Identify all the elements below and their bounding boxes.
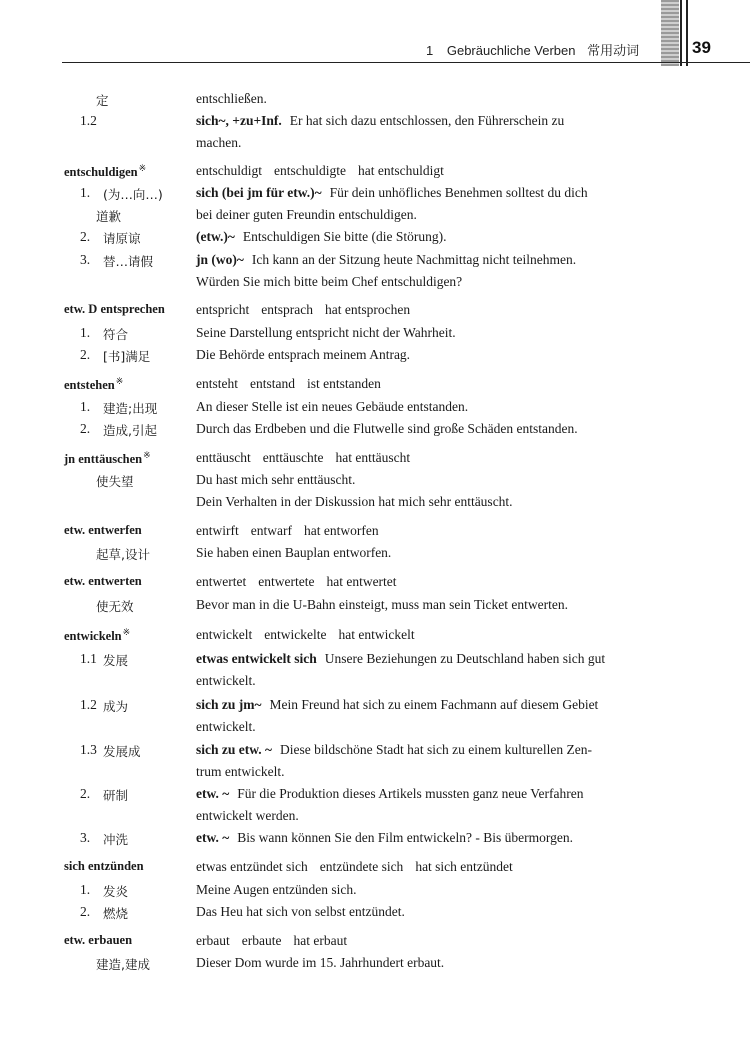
verb-form: hat entworfen (303, 523, 379, 538)
headword-text: etw. entwerten (64, 574, 142, 588)
verb-form: hat entwertet (326, 574, 397, 589)
sentence: Meine Augen entzünden sich. (196, 882, 357, 897)
verb-forms (196, 450, 672, 466)
example-text (196, 494, 672, 510)
entry-line (0, 135, 750, 157)
entry-line (0, 185, 750, 207)
verb-form: entwertete (258, 574, 315, 589)
usage-pattern: (etw.)~ (196, 229, 235, 244)
verb-form: entwertet (196, 574, 247, 589)
verb-forms (196, 933, 672, 949)
headword (64, 302, 165, 317)
verb-form: entschuldigt (196, 163, 262, 178)
entry-line (0, 955, 750, 977)
headword-text: etw. erbauen (64, 933, 133, 947)
headword (64, 574, 142, 589)
sentence: Seine Darstellung entspricht nicht der Wahrheit. (196, 325, 456, 340)
sentence: entschließen. (196, 91, 267, 106)
example-text (196, 719, 672, 735)
sense-number: 3. (80, 252, 91, 267)
example-text (196, 252, 672, 268)
sense-number: 1. (80, 325, 91, 340)
example-text (196, 742, 672, 758)
entry-line (0, 450, 750, 472)
entry-line (0, 421, 750, 443)
entry-line (0, 274, 750, 296)
sentence: Dein Verhalten in der Diskussion hat mich sehr enttäuscht. (196, 494, 513, 509)
verb-form: hat entschuldigt (357, 163, 444, 178)
usage-pattern: sich (bei jm für etw.)~ (196, 185, 322, 200)
chinese-gloss: 建造;出现 (103, 401, 158, 416)
example-text (196, 597, 672, 613)
verb-forms (196, 859, 672, 875)
entry-line (0, 627, 750, 649)
headword (64, 627, 130, 644)
verb-form: entsprach (261, 302, 313, 317)
sentence: machen. (196, 135, 242, 150)
sentence: Bevor man in die U-Bahn einsteigt, muss man sein Ticket entwerten. (196, 597, 568, 612)
entry-line (0, 523, 750, 545)
sentence: Du hast mich sehr enttäuscht. (196, 472, 356, 487)
verb-form: entwickelte (264, 627, 327, 642)
verb-form: ist entstanden (307, 376, 381, 391)
headword-text: etw. D entsprechen (64, 302, 165, 316)
entry-line (0, 673, 750, 695)
entry-line (0, 574, 750, 596)
headword (64, 163, 146, 180)
sentence: entwickelt. (196, 719, 256, 734)
sense-number: 2. (80, 904, 91, 919)
chapter-number: 1 (426, 43, 434, 58)
frequency-mark: ※ (143, 450, 151, 460)
entry-line (0, 252, 750, 274)
verb-form: erbaut (196, 933, 230, 948)
example-text (196, 904, 672, 920)
example-text (196, 808, 672, 824)
entry-line (0, 786, 750, 808)
example-text (196, 882, 672, 898)
headword-text: entwickeln (64, 629, 122, 644)
entry-line (0, 904, 750, 926)
entry-line (0, 113, 750, 135)
sentence: Dieser Dom wurde im 15. Jahrhundert erbaut. (196, 955, 445, 970)
entry-line (0, 545, 750, 567)
entry-line (0, 347, 750, 369)
sentence: Entschuldigen Sie bitte (die Störung). (242, 229, 447, 244)
sense-number: 2. (80, 347, 91, 362)
headword (64, 933, 132, 948)
chinese-gloss: 造成,引起 (103, 423, 157, 438)
example-text (196, 91, 672, 107)
entry-line (0, 882, 750, 904)
headword (64, 450, 151, 467)
sentence: Sie haben einen Bauplan entworfen. (196, 545, 392, 560)
verb-form: entstand (250, 376, 295, 391)
entry-line (0, 808, 750, 830)
usage-pattern: etwas entwickelt sich (196, 651, 317, 666)
headword-text: entstehen (64, 378, 115, 393)
sentence: Die Behörde entsprach meinem Antrag. (196, 347, 411, 362)
entry-line (0, 494, 750, 516)
sentence: Mein Freund hat sich zu einem Fachmann auf diesem Gebiet (269, 697, 599, 712)
chinese-gloss: 发展成 (103, 744, 141, 759)
sentence: Für dein unhöfliches Benehmen solltest du dich (329, 185, 588, 200)
verb-forms (196, 163, 672, 179)
example-text (196, 830, 672, 846)
headword (64, 376, 123, 393)
sentence: Würden Sie mich bitte beim Chef entschuldigen? (196, 274, 463, 289)
verb-form: entwickelt (196, 627, 253, 642)
chinese-gloss: 发炎 (103, 884, 129, 899)
verb-forms (196, 302, 672, 318)
sense-number: 2. (80, 786, 91, 801)
entry-line (0, 229, 750, 251)
entry-line (0, 325, 750, 347)
example-text (196, 274, 672, 290)
entry-line (0, 859, 750, 881)
entry-line (0, 933, 750, 955)
sense-number: 2. (80, 229, 91, 244)
usage-pattern: sich~, +zu+Inf. (196, 113, 282, 128)
chinese-gloss: 道歉 (96, 209, 122, 224)
headword-text: sich entzünden (64, 859, 144, 873)
entry-line (0, 651, 750, 673)
verb-form: hat enttäuscht (335, 450, 411, 465)
chinese-gloss: 冲洗 (103, 832, 129, 847)
verb-form: hat entwickelt (338, 627, 415, 642)
entry-line (0, 719, 750, 741)
verb-form: entzündete sich (319, 859, 404, 874)
example-text (196, 472, 672, 488)
verb-form: hat entsprochen (324, 302, 411, 317)
example-text (196, 545, 672, 561)
headword (64, 859, 144, 874)
entry-line (0, 399, 750, 421)
sentence: Für die Produktion dieses Artikels mussten ganz neue Verfahren (237, 786, 584, 801)
chinese-gloss: 使无效 (96, 599, 134, 614)
verb-forms (196, 627, 672, 643)
entry-line (0, 207, 750, 229)
sentence: entwickelt werden. (196, 808, 299, 823)
sense-number: 1.2 (80, 697, 97, 712)
verb-forms (196, 376, 672, 392)
chapter-title: Gebräuchliche Verben (446, 43, 576, 58)
verb-form: entwarf (250, 523, 292, 538)
example-text (196, 325, 672, 341)
headword-text: etw. entwerfen (64, 523, 142, 537)
chapter-title-cn: 常用动词 (587, 44, 640, 59)
sense-number: 2. (80, 421, 91, 436)
example-text (196, 113, 672, 129)
entry-line (0, 163, 750, 185)
chinese-gloss: 符合 (103, 327, 129, 342)
headword-text: entschuldigen (64, 165, 138, 180)
example-text (196, 135, 672, 151)
headword-text: jn enttäuschen (64, 452, 143, 467)
frequency-mark: ※ (138, 163, 147, 173)
example-text (196, 786, 672, 802)
example-text (196, 651, 672, 667)
example-text (196, 764, 672, 780)
entry-line (0, 742, 750, 764)
example-text (196, 673, 672, 689)
sense-number: 1.2 (80, 113, 97, 128)
sentence: Bis wann können Sie den Film entwickeln? - Bis übermorgen. (237, 830, 573, 845)
verb-form: hat sich entzündet (415, 859, 513, 874)
sense-number: 1. (80, 399, 91, 414)
chinese-gloss: 使失望 (96, 474, 134, 489)
verb-form: hat erbaut (293, 933, 348, 948)
sentence: An dieser Stelle ist ein neues Gebäude entstanden. (196, 399, 469, 414)
usage-pattern: sich zu etw. ~ (196, 742, 273, 757)
chinese-gloss: 燃烧 (103, 906, 129, 921)
chinese-gloss: 成为 (103, 699, 129, 714)
example-text (196, 185, 672, 201)
frequency-mark: ※ (115, 376, 124, 386)
example-text (196, 207, 672, 223)
entry-line (0, 830, 750, 852)
sense-number: 3. (80, 830, 91, 845)
sentence: Unsere Beziehungen zu Deutschland haben sich gut (324, 651, 606, 666)
sense-number: 1. (80, 185, 91, 200)
verb-form: entwirft (196, 523, 239, 538)
verb-form: erbaute (241, 933, 282, 948)
entry-line (0, 376, 750, 398)
sense-number: 1.3 (80, 742, 97, 757)
chinese-gloss: 起草,设计 (96, 547, 150, 562)
verb-form: entspricht (196, 302, 250, 317)
usage-pattern: etw. ~ (196, 830, 230, 845)
chinese-gloss: 研制 (103, 788, 129, 803)
verb-form: etwas entzündet sich (196, 859, 308, 874)
entry-line (0, 472, 750, 494)
chinese-gloss: 请原谅 (103, 231, 141, 246)
entry-line (0, 764, 750, 786)
usage-pattern: jn (wo)~ (196, 252, 244, 267)
example-text (196, 347, 672, 363)
verb-form: entsteht (196, 376, 238, 391)
sentence: bei deiner guten Freundin entschuldigen. (196, 207, 417, 222)
sentence: Durch das Erdbeben und die Flutwelle sind große Schäden entstanden. (196, 421, 578, 436)
chinese-gloss: 定 (96, 93, 109, 108)
entry-line (0, 597, 750, 619)
example-text (196, 229, 672, 245)
sentence: Diese bildschöne Stadt hat sich zu einem kulturellen Zen- (280, 742, 592, 757)
chinese-gloss: 发展 (103, 653, 129, 668)
chinese-gloss: [书]满足 (103, 349, 151, 364)
chinese-gloss: 替…请假 (103, 254, 154, 269)
example-text (196, 697, 672, 713)
verb-form: entschuldigte (274, 163, 346, 178)
verb-forms (196, 574, 672, 590)
example-text (196, 421, 672, 437)
example-text (196, 955, 672, 971)
page-number: 39 (692, 38, 711, 57)
usage-pattern: etw. ~ (196, 786, 230, 801)
usage-pattern: sich zu jm~ (196, 697, 262, 712)
frequency-mark: ※ (122, 627, 131, 637)
sentence: Ich kann an der Sitzung heute Nachmittag nicht teilnehmen. (251, 252, 577, 267)
entry-line (0, 91, 750, 113)
verb-form: enttäuscht (196, 450, 251, 465)
example-text (196, 399, 672, 415)
sense-number: 1. (80, 882, 91, 897)
sense-number: 1.1 (80, 651, 97, 666)
sentence: Er hat sich dazu entschlossen, den Führerschein zu (289, 113, 565, 128)
sentence: Das Heu hat sich von selbst entzündet. (196, 904, 405, 919)
sentence: trum entwickelt. (196, 764, 285, 779)
entry-line (0, 302, 750, 324)
chinese-gloss: (为…向…) (103, 187, 163, 202)
chinese-gloss: 建造,建成 (96, 957, 150, 972)
entry-line (0, 697, 750, 719)
verb-forms (196, 523, 672, 539)
sentence: entwickelt. (196, 673, 256, 688)
verb-form: enttäuschte (262, 450, 324, 465)
headword (64, 523, 142, 538)
